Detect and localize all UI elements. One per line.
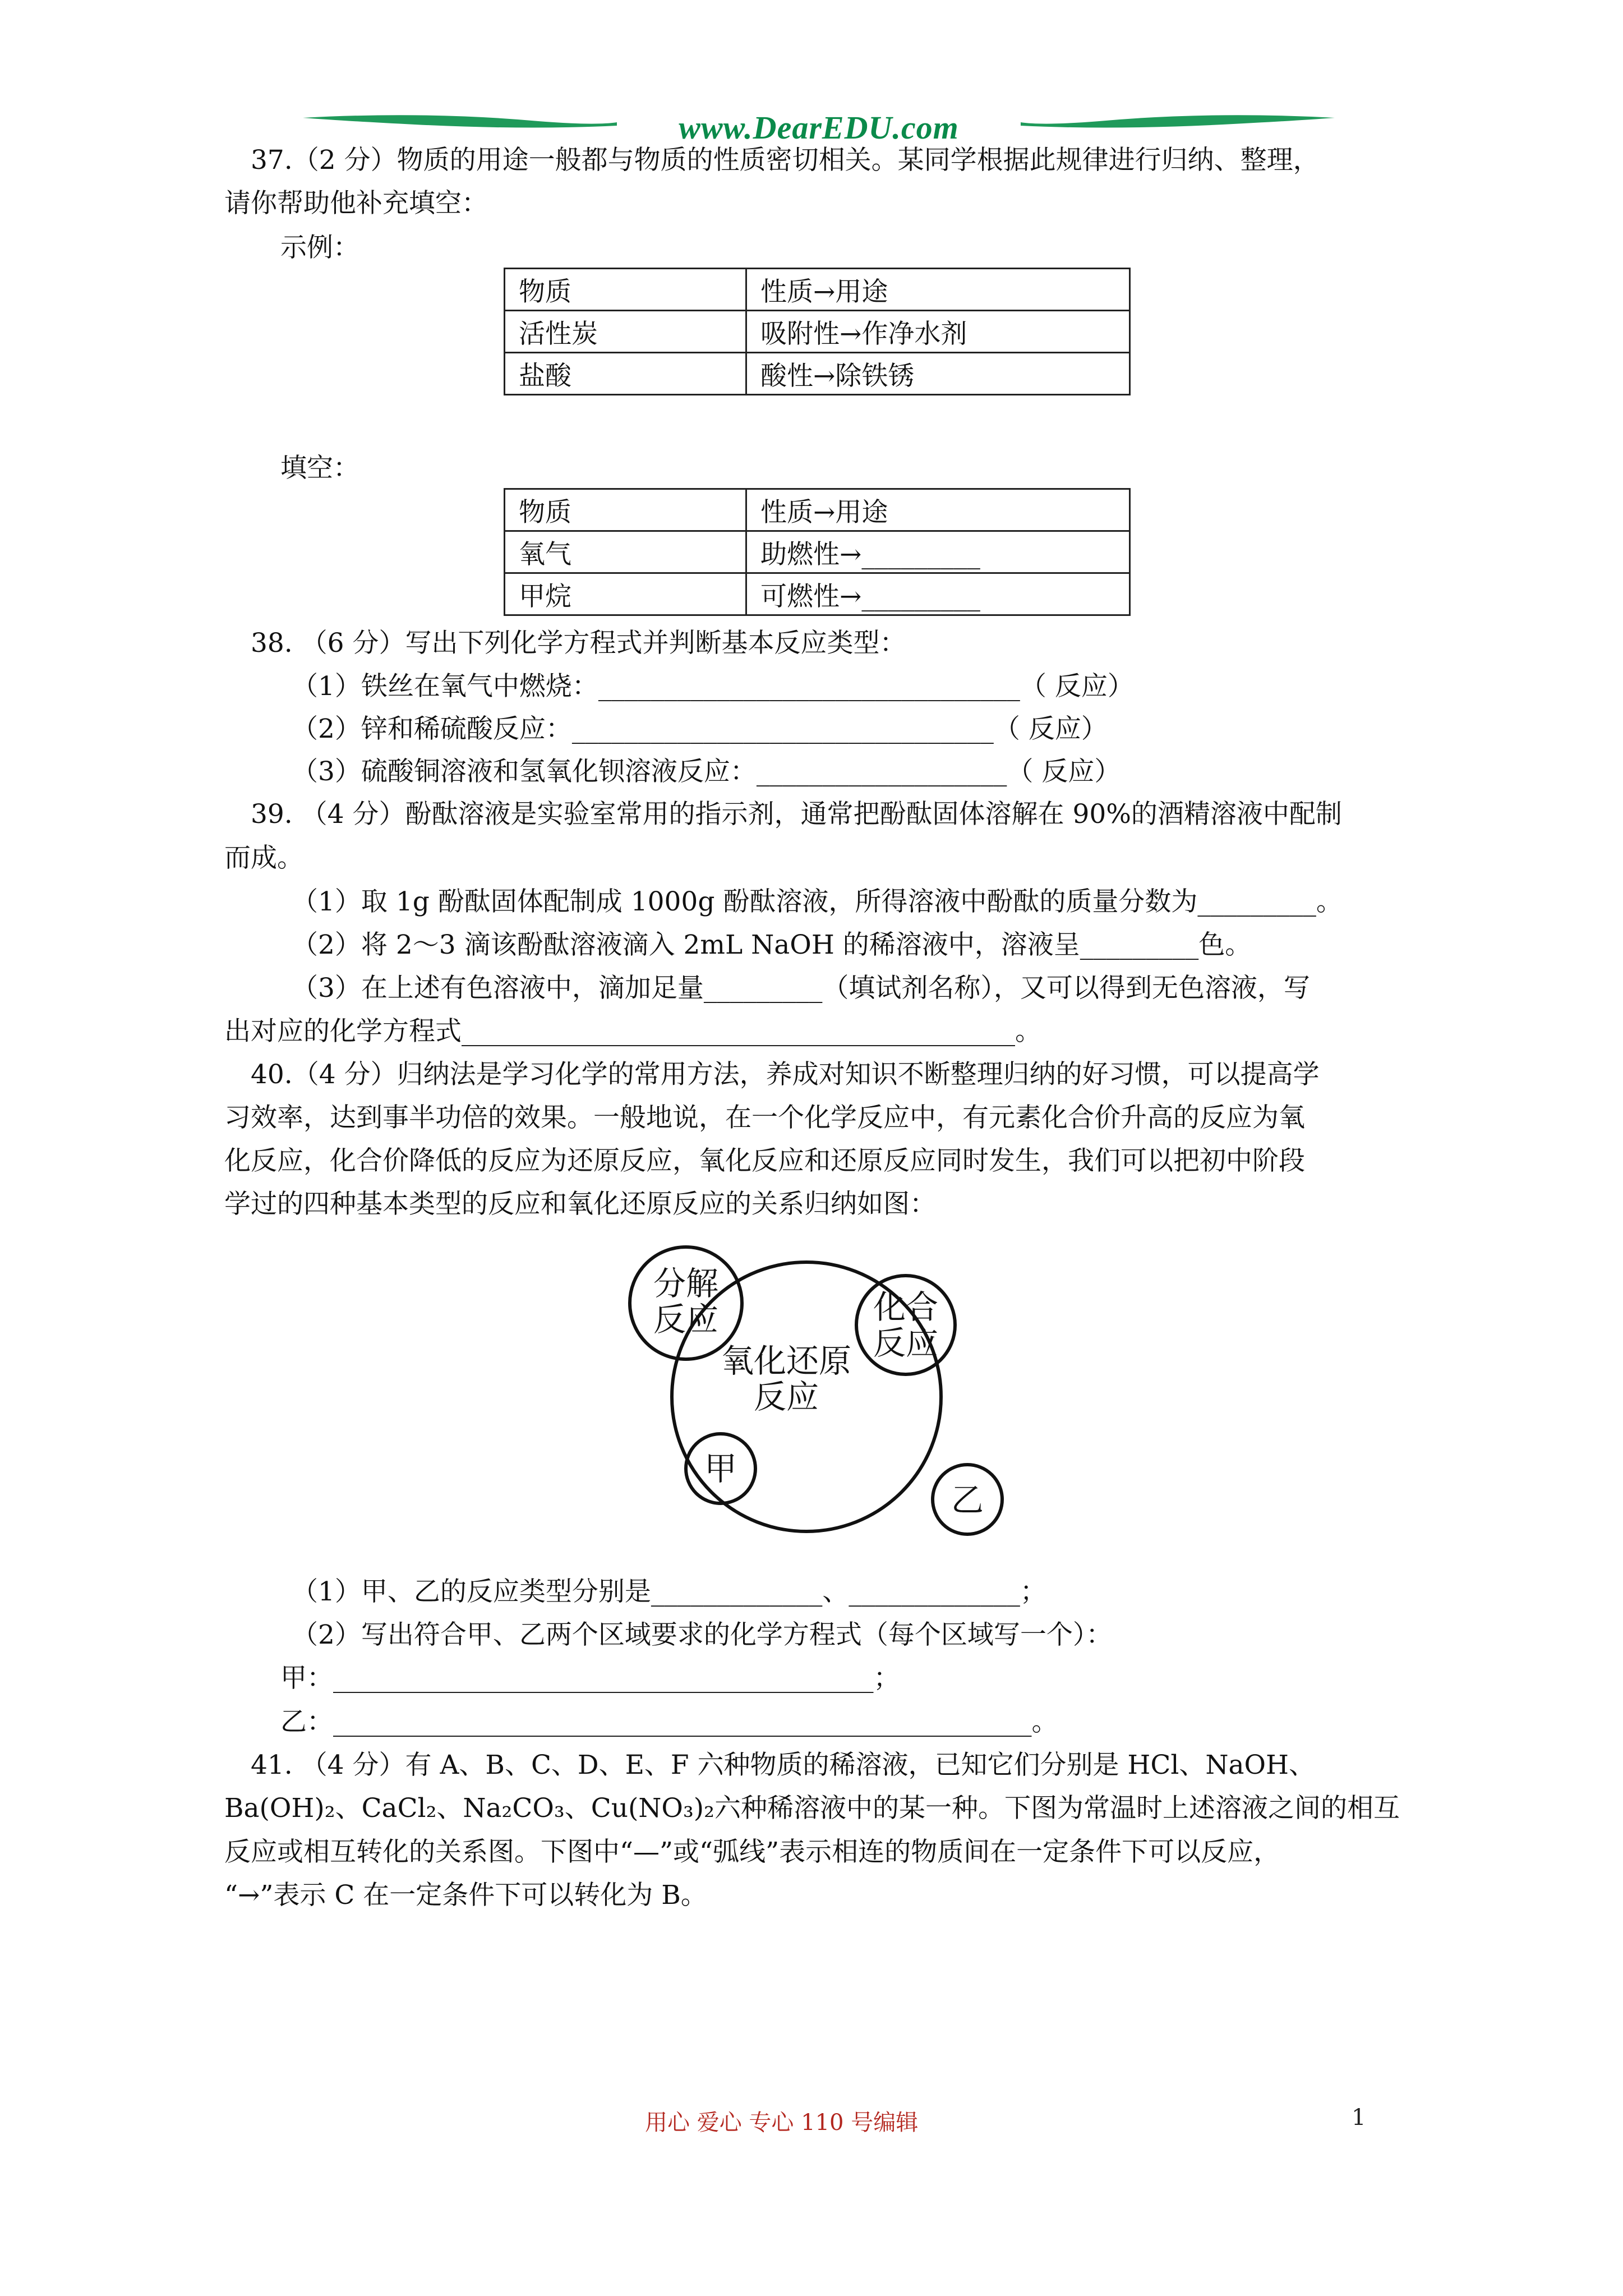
table-cell[interactable]: 助燃性→_________ <box>746 531 1130 573</box>
footer-text: 用心 爱心 专心 110 号编辑 <box>645 2110 919 2136</box>
table-cell: 盐酸 <box>505 353 746 395</box>
q39-line2: 而成。 <box>224 843 303 873</box>
q41-line1: 41. （4 分）有 A、B、C、D、E、F 六种物质的稀溶液，已知它们分别是 HCl、NaOH、 <box>251 1750 1316 1780</box>
q40-line2: 习效率，达到事半功倍的效果。一般地说，在一个化学反应中，有元素化合价升高的反应为氧 <box>224 1102 1305 1133</box>
q40-line1: 40.（4 分）归纳法是学习化学的常用方法，养成对知识不断整理归纳的好习惯，可以提高学 <box>251 1059 1320 1090</box>
header-banner <box>303 105 1335 145</box>
header-site-name[interactable]: www.DearEDU.com <box>679 109 959 146</box>
redox-label-1: 氧化还原 <box>721 1342 852 1380</box>
q40-item-1[interactable]: （1）甲、乙的反应类型分别是_____________、_____________； <box>292 1576 1046 1607</box>
table-row <box>505 353 1130 395</box>
table-cell: 性质→用途 <box>746 269 1130 311</box>
table-row <box>505 489 1130 531</box>
table-cell: 活性炭 <box>505 311 746 353</box>
q41-line4: “→”表示 C 在一定条件下可以转化为 B。 <box>224 1880 707 1911</box>
q37-example-label: 示例： <box>280 232 359 263</box>
q37-line1: 37.（2 分）物质的用途一般都与物质的性质密切相关。某同学根据此规律进行归纳、整理， <box>251 145 1320 176</box>
q39-item-2[interactable]: （2）将 2～3 滴该酚酞溶液滴入 2mL NaOH 的稀溶液中，溶液呈_________色。 <box>292 930 1252 960</box>
q40-line3: 化反应，化合价降低的反应为还原反应，氧化反应和还原反应同时发生，我们可以把初中阶段 <box>224 1145 1305 1176</box>
q39-line1: 39. （4 分）酚酞溶液是实验室常用的指示剂，通常把酚酞固体溶解在 90%的酒精溶液中配制 <box>251 799 1342 830</box>
fill-table <box>504 488 1131 616</box>
q41-line2: Ba(OH)₂、CaCl₂、Na₂CO₃、Cu(NO₃)₂六种稀溶液中的某一种。下图为常温时上述溶液之间的相互 <box>224 1793 1400 1824</box>
table-cell: 吸附性→作净水剂 <box>746 311 1130 353</box>
q39-item-3[interactable]: （3）在上述有色溶液中，滴加足量_________（填试剂名称），又可以得到无色溶液，写 <box>292 973 1310 1004</box>
q39-line-last[interactable]: 出对应的化学方程式__________________________________________。 <box>224 1016 1041 1047</box>
combination-label-2: 反应 <box>873 1324 939 1362</box>
reaction-venn-diagram <box>617 1234 1077 1537</box>
q38-item-2[interactable]: （2）锌和稀硫酸反应：________________________________（ 反应） <box>292 714 1108 744</box>
table-cell: 甲烷 <box>505 573 746 615</box>
table-row <box>505 269 1130 311</box>
table-cell: 性质→用途 <box>746 489 1130 531</box>
q40-yi-line[interactable]: 乙：_____________________________________________________。 <box>280 1706 1058 1737</box>
q37-line2: 请你帮助他补充填空： <box>224 188 488 219</box>
table-cell: 物质 <box>505 489 746 531</box>
table-cell: 氧气 <box>505 531 746 573</box>
q40-line4: 学过的四种基本类型的反应和氧化还原反应的关系归纳如图： <box>224 1189 936 1220</box>
decomposition-label-1: 分解 <box>653 1264 719 1303</box>
redox-label-2: 反应 <box>753 1378 819 1416</box>
page-number: 1 <box>1352 2105 1366 2131</box>
q40-item-2: （2）写出符合甲、乙两个区域要求的化学方程式（每个区域写一个）： <box>292 1619 1113 1650</box>
q37-fill-label: 填空： <box>280 453 359 484</box>
combination-label-1: 化合 <box>873 1288 939 1326</box>
table-row <box>505 311 1130 353</box>
table-row <box>505 573 1130 615</box>
decomposition-label-2: 反应 <box>653 1300 719 1338</box>
q38-item-1[interactable]: （1）铁丝在氧气中燃烧：________________________________（ 反应） <box>292 671 1134 702</box>
q39-item-1[interactable]: （1）取 1g 酚酞固体配制成 1000g 酚酞溶液，所得溶液中酚酞的质量分数为_________。 <box>292 886 1343 917</box>
q38-item-3[interactable]: （3）硫酸铜溶液和氢氧化钡溶液反应：___________________（ 反应） <box>292 756 1121 787</box>
q41-line3: 反应或相互转化的关系图。下图中“—”或“弧线”表示相连的物质间在一定条件下可以反应， <box>224 1837 1280 1867</box>
table-cell[interactable]: 可燃性→_________ <box>746 573 1130 615</box>
q38-line1: 38. （6 分）写出下列化学方程式并判断基本反应类型： <box>251 628 906 659</box>
q40-jia-line[interactable]: 甲：_________________________________________； <box>280 1663 900 1694</box>
example-table <box>504 268 1131 395</box>
yi-label: 乙 <box>951 1481 984 1519</box>
table-row <box>505 531 1130 573</box>
jia-label: 甲 <box>704 1450 737 1488</box>
table-cell: 酸性→除铁锈 <box>746 353 1130 395</box>
table-cell: 物质 <box>505 269 746 311</box>
